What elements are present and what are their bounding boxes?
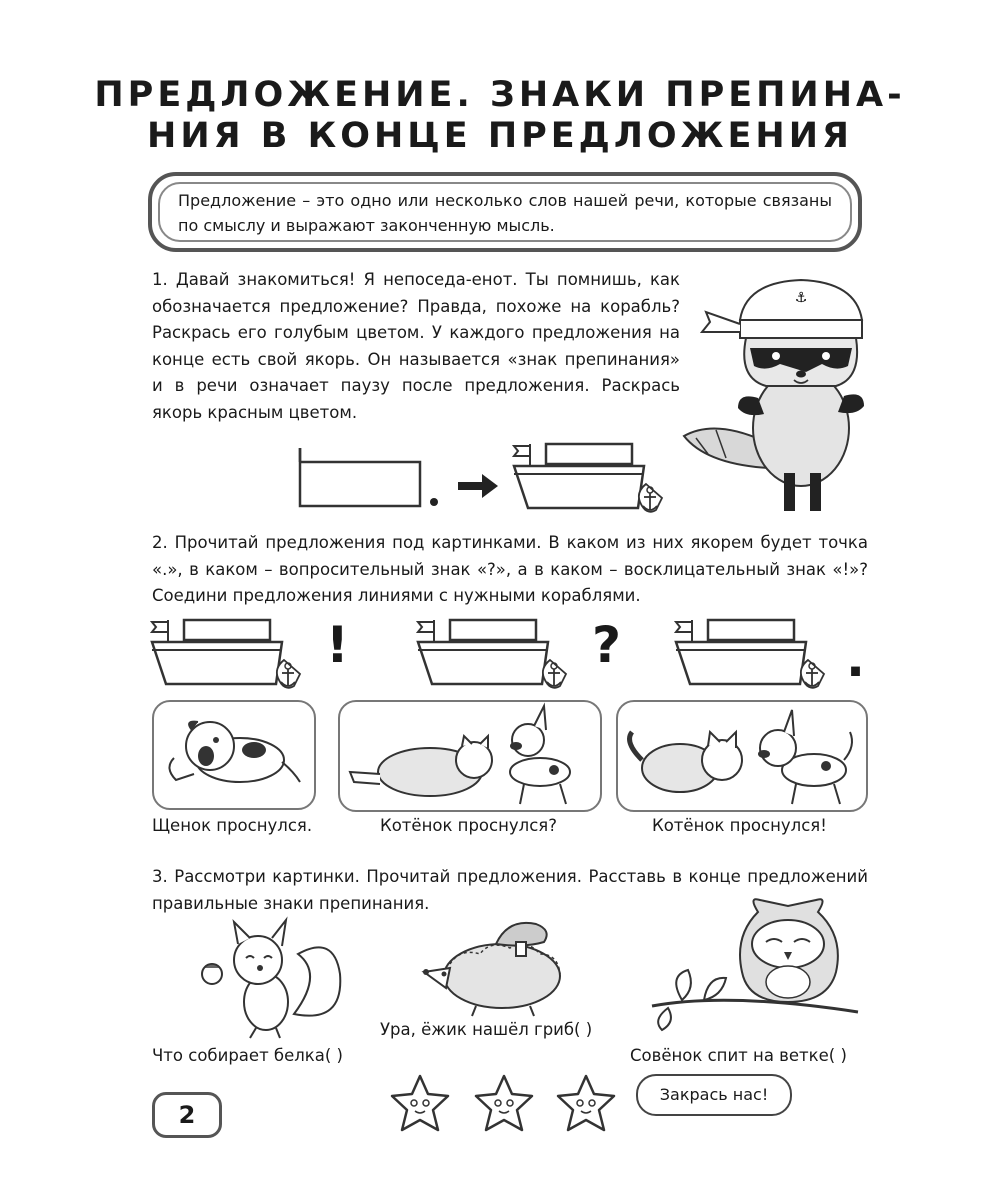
star-icon-2 xyxy=(476,1076,532,1130)
task3-text: 3. Рассмотри картинки. Прочитай предложения. Расставь в конце предложений правильные знаки препинания. xyxy=(152,867,868,913)
stars-to-color xyxy=(390,1074,630,1136)
svg-text:⚓: ⚓ xyxy=(794,290,808,306)
sleeping-cat-and-dog-icon xyxy=(340,702,600,810)
panel-cat-dog-1 xyxy=(338,700,602,812)
ship-mark-exclamation: ! xyxy=(326,616,349,674)
squirrel-illustration xyxy=(194,914,354,1042)
ship-mark-period: . xyxy=(846,630,865,688)
panel-puppy xyxy=(152,700,316,810)
owl-on-branch-illustration xyxy=(648,896,862,1046)
sentence-diagram xyxy=(296,444,676,514)
task2-text: 2. Прочитай предложения под картинками. В каком из них якорем будет точка «.», в каком – вопросительный знак «?», а в каком – восклицательный знак «!»? Соедини предложения линиями с нужными кораблями. xyxy=(152,533,868,605)
caption-kitten-exclamation: Котёнок проснулся! xyxy=(652,816,827,835)
ship-exclamation xyxy=(152,620,328,690)
page-title-line2: НИЯ В КОНЦЕ ПРЕДЛОЖЕНИЯ xyxy=(147,116,853,156)
hedgehog-illustration xyxy=(420,914,580,1018)
page-number: 2 xyxy=(152,1092,222,1138)
ship-question xyxy=(418,620,594,690)
raccoon-sailor-illustration xyxy=(676,268,876,518)
awake-cat-and-dog-icon xyxy=(618,702,866,810)
rule-text: Предложение – это одно или несколько слов нашей речи, которые связаны по смыслу и выражают законченную мысль. xyxy=(178,191,832,235)
sentence-owl: Совёнок спит на ветке( ) xyxy=(630,1046,847,1065)
caption-kitten-question: Котёнок проснулся? xyxy=(380,816,557,835)
sentence-squirrel: Что собирает белка( ) xyxy=(152,1046,343,1065)
sentence-hedgehog: Ура, ёжик нашёл гриб( ) xyxy=(380,1020,593,1039)
caption-puppy: Щенок проснулся. xyxy=(152,816,313,835)
star-icon-3 xyxy=(558,1076,614,1130)
ship-mark-question: ? xyxy=(592,616,622,674)
ship-period xyxy=(676,620,852,690)
speech-bubble: Закрась нас! xyxy=(636,1074,792,1116)
star-icon-1 xyxy=(392,1076,448,1130)
rule-box xyxy=(148,172,862,252)
task1-text: 1. Давай знакомиться! Я непоседа-енот. Ты помнишь, как обозначается предложение? Правда, похоже на корабль? Раскрась его голубым цветом. У каждого предложения на конце есть свой якорь. Он называется «знак препинания» и в речи означает паузу после предложения. Раскрась якорь красным цветом. xyxy=(152,270,680,422)
puppy-waking-icon xyxy=(154,702,314,808)
panel-cat-dog-2 xyxy=(616,700,868,812)
page-title-line1: ПРЕДЛОЖЕНИЕ. ЗНАКИ ПРЕПИНА- xyxy=(94,75,906,115)
